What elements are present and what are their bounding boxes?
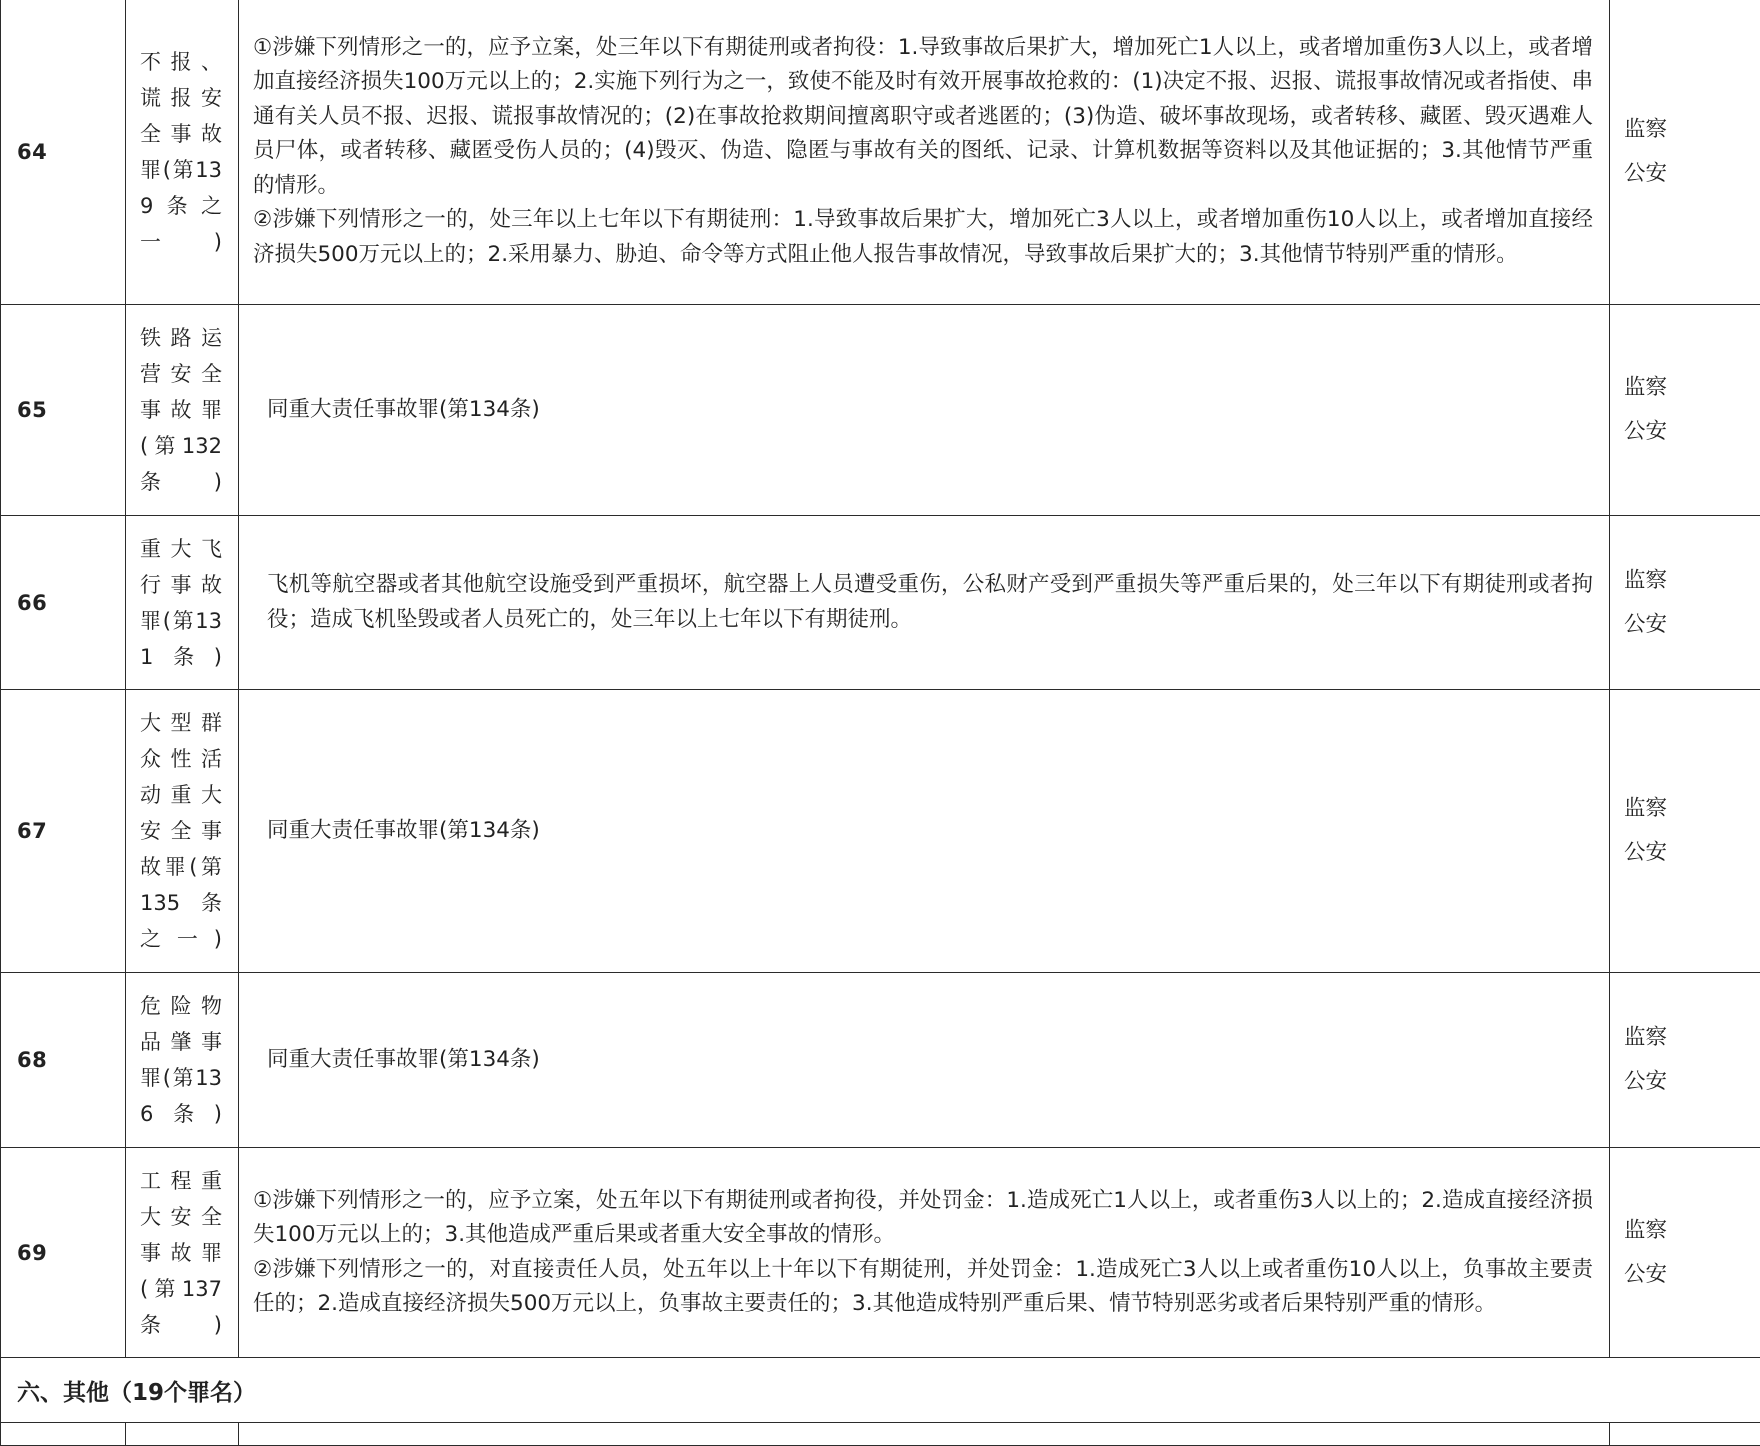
jurisdiction-supervision: 监察 [1624,366,1760,410]
jurisdiction-supervision: 监察 [1624,1209,1760,1253]
jurisdiction [1610,1148,1760,1358]
standard-paragraph: 同重大责任事故罪(第134条) [267,1043,1593,1078]
crime-name-text: 铁路运营安全事故罪(第132条) [140,320,222,500]
row-number: 67 [1,690,126,973]
crime-name-text: 工程重大安全事故罪(第137条) [140,1163,222,1343]
standard-paragraph: ②涉嫌下列情形之一的，对直接责任人员，处五年以上十年以下有期徒刑，并处罚金：1.造成死亡3人以上或者重伤10人以上，负事故主要责任的；2.造成直接经济损失500万元以上，负事故主要责任的；3.其他造成特别严重后果、情节特别恶劣或者后果特别严重的情形。 [253,1253,1593,1322]
filing-standard [239,973,1610,1148]
jurisdiction [1610,973,1760,1148]
crime-name [126,516,239,690]
row-number: 69 [1,1148,126,1358]
crime-name [126,690,239,973]
table-row [1,0,1760,305]
jurisdiction-police: 公安 [1624,831,1760,875]
jurisdiction-supervision: 监察 [1624,559,1760,603]
crime-name [126,0,239,305]
table-row [1,1148,1760,1358]
table-row [1,973,1760,1148]
filing-standard [239,516,1610,690]
filing-standard [239,305,1610,516]
jurisdiction-supervision: 监察 [1624,108,1760,152]
filing-standard [239,0,1610,305]
table-row [1,516,1760,690]
crime-name [126,305,239,516]
row-number: 68 [1,973,126,1148]
crime-name-text: 重大飞行事故罪(第131条) [140,531,222,675]
filing-standard [239,1148,1610,1358]
jurisdiction-police: 公安 [1624,1253,1760,1297]
standard-paragraph: ①涉嫌下列情形之一的，应予立案，处三年以下有期徒刑或者拘役：1.导致事故后果扩大，增加死亡1人以上，或者增加重伤3人以上，或者增加直接经济损失100万元以上的；2.实施下列行为之一，致使不能及时有效开展事故抢救的：(1)决定不报、迟报、谎报事故情况或者指使、串通有关人员不报、迟报、谎报事故情况的；(2)在事故抢救期间擅离职守或者逃匿的；(3)伪造、破坏事故现场，或者转移、藏匿、毁灭遇难人员尸体，或者转移、藏匿受伤人员的；(4)毁灭、伪造、隐匿与事故有关的图纸、记录、计算机数据等资料以及其他证据的；3.其他情节严重的情形。 [253,31,1593,204]
section-title: 六、其他（19个罪名） [1,1358,1760,1423]
crime-name-text: 危险物品肇事罪(第136条) [140,988,222,1132]
standard-paragraph: ①涉嫌下列情形之一的，应予立案，处五年以下有期徒刑或者拘役，并处罚金：1.造成死亡1人以上，或者重伤3人以上的；2.造成直接经济损失100万元以上的；3.其他造成严重后果或者重大安全事故的情形。 [253,1184,1593,1253]
jurisdiction [1610,0,1760,305]
standard-paragraph: ②涉嫌下列情形之一的，处三年以上七年以下有期徒刑：1.导致事故后果扩大，增加死亡3人以上，或者增加重伤10人以上，或者增加直接经济损失500万元以上的；2.采用暴力、胁迫、命令等方式阻止他人报告事故情况，导致事故后果扩大的；3.其他情节特别严重的情形。 [253,203,1593,272]
crime-name-text: 不报、谎报安全事故罪(第139条之一) [140,44,222,260]
jurisdiction-police: 公安 [1624,152,1760,196]
row-number: 66 [1,516,126,690]
filing-standard [239,690,1610,973]
jurisdiction [1610,516,1760,690]
standard-paragraph: 飞机等航空器或者其他航空设施受到严重损坏，航空器上人员遭受重伤，公私财产受到严重损失等严重后果的，处三年以下有期徒刑或者拘役；造成飞机坠毁或者人员死亡的，处三年以上七年以下有期徒刑。 [267,568,1593,637]
crime-name [126,973,239,1148]
standard-paragraph: 同重大责任事故罪(第134条) [267,814,1593,849]
jurisdiction-supervision: 监察 [1624,787,1760,831]
jurisdiction-police: 公安 [1624,1060,1760,1104]
table-row [1,305,1760,516]
section-header-row [1,1358,1760,1423]
table-row [1,690,1760,973]
jurisdiction [1610,690,1760,973]
crime-name-text: 大型群众性活动重大安全事故罪(第135条之一) [140,705,222,957]
standard-paragraph: 同重大责任事故罪(第134条) [267,393,1593,428]
jurisdiction-police: 公安 [1624,410,1760,454]
crime-name [126,1148,239,1358]
row-number: 65 [1,305,126,516]
row-number: 64 [1,0,126,305]
jurisdiction [1610,305,1760,516]
jurisdiction-police: 公安 [1624,603,1760,647]
jurisdiction-supervision: 监察 [1624,1016,1760,1060]
